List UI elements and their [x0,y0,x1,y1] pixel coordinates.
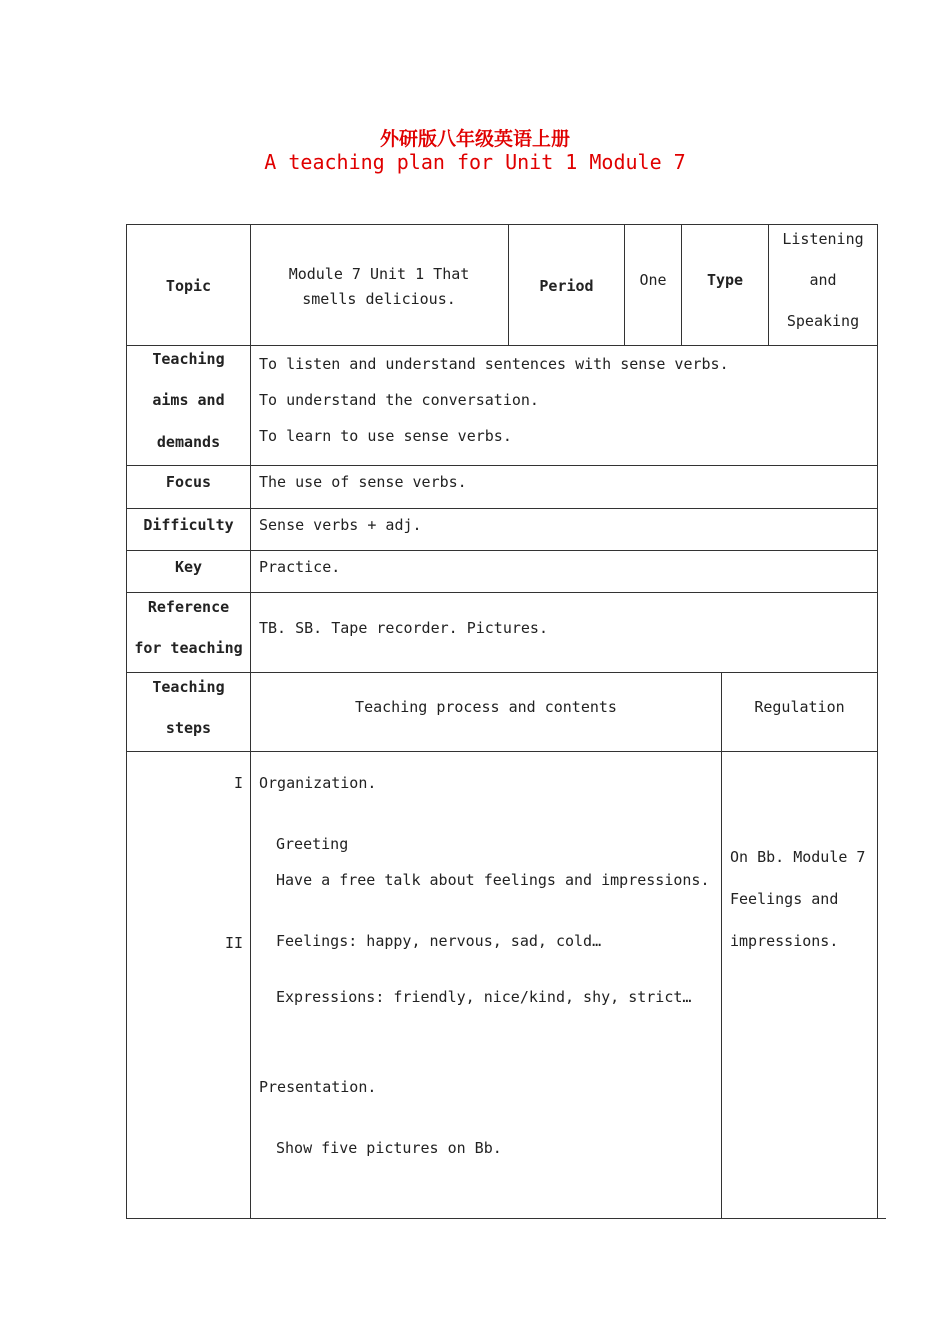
aim-line-1: To listen and understand sentences with sense verbs. [259,355,729,373]
presentation-heading: Presentation. [259,1078,377,1096]
difficulty-value: Sense verbs + adj. [259,516,422,534]
aims-label-line1: Teaching [152,350,225,368]
expressions-text: Expressions: friendly, nice/kind, shy, strict… [276,988,692,1006]
aims-label-line3: demands [156,433,221,451]
feelings-text: Feelings: happy, nervous, sad, cold… [276,932,602,950]
greeting-text: Greeting [276,835,349,853]
aim-line-2: To understand the conversation. [259,391,539,409]
organization-heading: Organization. [259,774,377,792]
aims-label-line2: aims and [152,391,225,409]
topic-label: Topic [165,277,212,295]
difficulty-label: Difficulty [143,516,234,534]
show-pictures-text: Show five pictures on Bb. [276,1139,502,1157]
regulation-line-1: On Bb. Module 7 [730,848,866,866]
steps-label-line1: Teaching [152,678,225,696]
key-value: Practice. [259,558,341,576]
free-talk-text: Have a free talk about feelings and impressions. [276,871,710,889]
document-title-english: A teaching plan for Unit 1 Module 7 [264,150,686,174]
focus-value: The use of sense verbs. [259,473,467,491]
type-label: Type [706,271,744,289]
reference-value: TB. SB. Tape recorder. Pictures. [259,619,548,637]
steps-label-line2: steps [165,719,212,737]
reference-label-line2: for teaching [134,639,243,657]
key-label: Key [174,558,203,576]
step-number-1: I [233,774,243,792]
topic-value: Module 7 Unit 1 That smells delicious. [288,265,470,308]
document-title-chinese: 外研版八年级英语上册 [379,128,570,150]
period-value: One [639,271,667,289]
type-value-line3: Speaking [786,312,860,330]
process-header: Teaching process and contents [355,698,617,716]
regulation-line-2: Feelings and [730,890,839,908]
type-value-line1: Listening [782,230,864,248]
regulation-line-3: impressions. [730,932,839,950]
aim-line-3: To learn to use sense verbs. [259,427,512,445]
reference-label-line1: Reference [147,598,230,616]
step-number-2: II [224,934,243,952]
period-label: Period [539,277,594,295]
regulation-header: Regulation [754,698,845,716]
focus-label: Focus [165,473,212,491]
type-value-line2: and [809,271,837,289]
